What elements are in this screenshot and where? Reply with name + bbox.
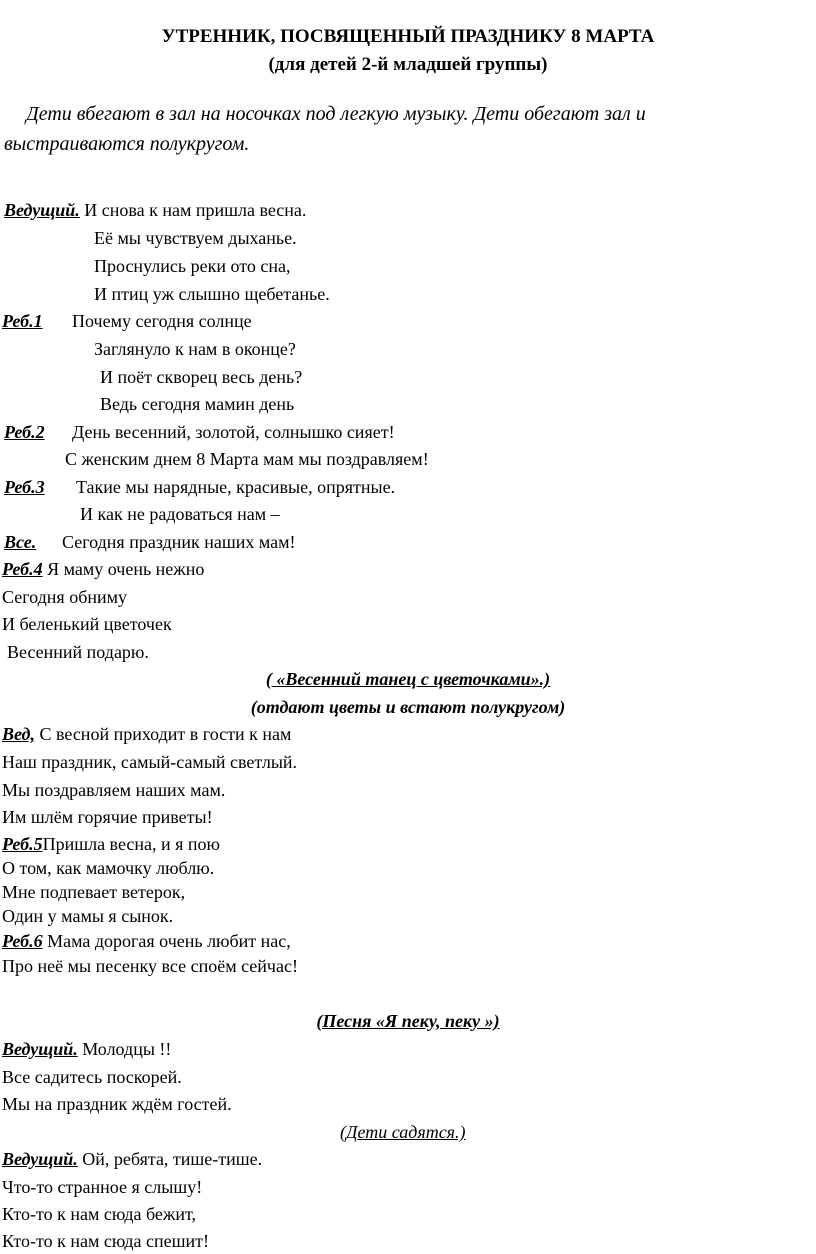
dialogue-line	[4, 199, 306, 221]
verse-line: Почему сегодня солнце	[72, 311, 252, 331]
verse-line: Им шлём горячие приветы!	[2, 807, 213, 827]
speaker-label: Реб.3	[4, 477, 45, 497]
verse-line: Мне подпевает ветерок,	[2, 882, 186, 902]
verse-line: Заглянуло к нам в оконце?	[94, 339, 296, 359]
verse-line: Про неё мы песенку все споём сейчас!	[2, 956, 298, 976]
stage-direction-intro: Дети вбегают в зал на носочках под легкую музыку. Дети обегают зал и	[26, 103, 646, 125]
verse-line: Мы на праздник ждём гостей.	[2, 1094, 232, 1114]
verse-line: Наш праздник, самый-самый светлый.	[2, 752, 298, 772]
verse-text: Мама дорогая очень любит нас,	[42, 931, 291, 951]
verse-line: Сегодня обниму	[2, 587, 128, 607]
verse-line: Мы поздравляем наших мам.	[2, 780, 226, 800]
verse-text: Я маму очень нежно	[42, 559, 205, 579]
verse-line: О том, как мамочку люблю.	[2, 858, 215, 878]
verse-text: Молодцы !!	[77, 1039, 172, 1059]
verse-text: С весной приходит в гости к нам	[34, 724, 292, 744]
dialogue-line	[2, 1148, 262, 1170]
verse-line: Весенний подарю.	[7, 642, 149, 662]
verse-line: Все садитесь поскорей.	[2, 1067, 182, 1087]
verse-line: День весенний, золотой, солнышко сияет!	[72, 422, 395, 442]
speaker-label: Вед,	[2, 724, 35, 744]
verse-line: И птиц уж слышно щебетанье.	[94, 284, 330, 304]
verse-line: И беленький цветочек	[2, 614, 172, 634]
verse-text: Ой, ребята, тише-тише.	[77, 1149, 263, 1169]
stage-direction-song: (Песня «Я пеку, пеку »)	[316, 1011, 500, 1031]
speaker-label: Ведущий.	[2, 1039, 78, 1059]
page-subtitle: (для детей 2-й младшей группы)	[268, 54, 548, 75]
verse-text: И снова к нам пришла весна.	[79, 200, 307, 220]
dialogue-line	[2, 1038, 171, 1060]
speaker-label: Реб.2	[4, 422, 45, 442]
page-title: УТРЕННИК, ПОСВЯЩЕННЫЙ ПРАЗДНИКУ 8 МАРТА	[161, 26, 655, 47]
speaker-label: Реб.5	[2, 834, 43, 854]
verse-line: Сегодня праздник наших мам!	[62, 532, 296, 552]
dialogue-line	[2, 833, 220, 855]
verse-line: И как не радоваться нам –	[80, 504, 280, 524]
verse-line: И поёт скворец весь день?	[100, 367, 303, 387]
verse-line: Кто-то к нам сюда бежит,	[2, 1204, 196, 1224]
verse-line: Кто-то к нам сюда спешит!	[2, 1231, 209, 1251]
stage-direction: (Дети садятся.)	[340, 1122, 466, 1142]
speaker-label: Ведущий.	[4, 200, 80, 220]
stage-direction-intro: выстраиваются полукругом.	[4, 133, 250, 155]
speaker-label: Все.	[4, 532, 37, 552]
verse-line: Её мы чувствуем дыханье.	[94, 228, 297, 248]
verse-line: Что-то странное я слышу!	[2, 1177, 203, 1197]
dialogue-line	[2, 930, 291, 952]
speaker-label: Реб.6	[2, 931, 43, 951]
dialogue-line	[2, 558, 204, 580]
verse-text: Пришла весна, и я пою	[42, 834, 220, 854]
verse-line: С женским днем 8 Марта мам мы поздравляем!	[65, 449, 429, 469]
verse-line: Проснулись реки ото сна,	[94, 256, 291, 276]
stage-direction: (отдают цветы и встают полукругом)	[250, 697, 566, 717]
speaker-label: Реб.1	[2, 311, 43, 331]
dialogue-line	[2, 723, 291, 745]
verse-line: Ведь сегодня мамин день	[100, 394, 295, 414]
speaker-label: Ведущий.	[2, 1149, 78, 1169]
verse-line: Такие мы нарядные, красивые, опрятные.	[76, 477, 396, 497]
verse-line: Один у мамы я сынок.	[2, 906, 174, 926]
stage-direction-dance: ( «Весенний танец с цветочками».)	[265, 669, 551, 689]
speaker-label: Реб.4	[2, 559, 43, 579]
